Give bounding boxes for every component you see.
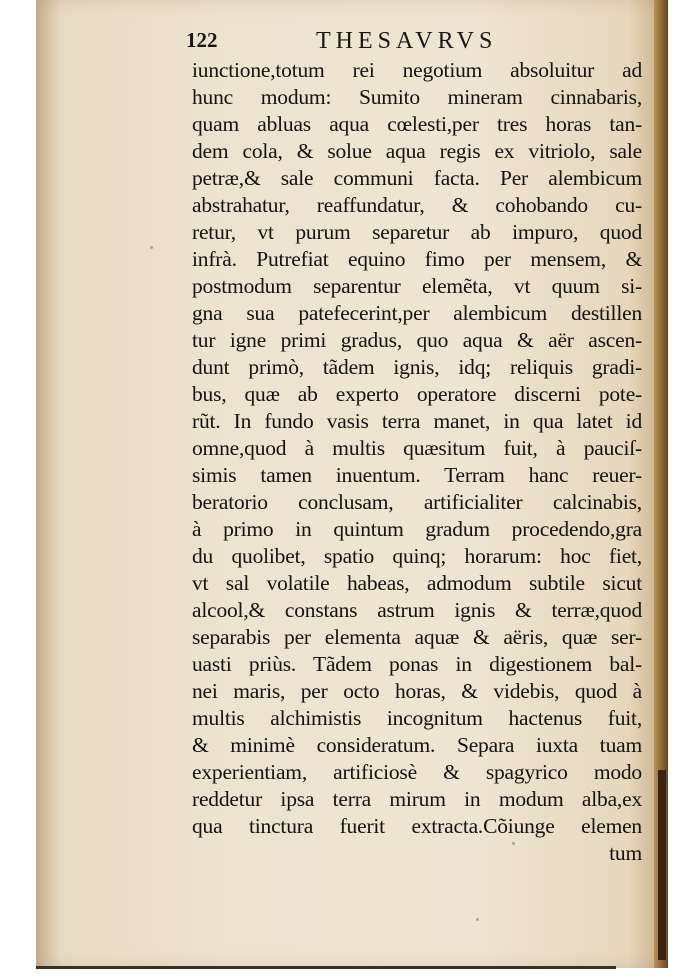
page-number: 122 <box>186 28 218 52</box>
leaf-bottom-edge <box>36 966 616 969</box>
paper-speck <box>476 918 479 921</box>
text-line: alcool,& constans astrum ignis & terræ,quod <box>192 598 642 622</box>
text-line: nei maris, per octo horas, & videbis, quod à <box>192 679 642 703</box>
text-line: qua tinctura fuerit extracta.Cõiunge elemen <box>192 814 642 838</box>
text-line: hunc modum: Sumito mineram cinnabaris, <box>192 85 642 109</box>
body-text <box>192 57 642 867</box>
text-line: omne,quod à multis quæsitum fuit, à pauciſ- <box>192 436 642 460</box>
page-fore-edge-shadow <box>658 770 666 960</box>
paper-speck <box>150 246 153 249</box>
text-line: infrà. Putrefiat equino fimo per mensem, & <box>192 247 642 271</box>
text-line: bus, quæ ab experto operatore discerni pote- <box>192 382 642 406</box>
text-line: beratorio conclusam, artificialiter calcinabis, <box>192 490 642 514</box>
text-line: quam abluas aqua cœlesti,per tres horas tan- <box>192 112 642 136</box>
text-line: postmodum separentur elemẽta, vt quum si- <box>192 274 642 298</box>
text-line: uasti priùs. Tãdem ponas in digestionem bal- <box>192 652 642 676</box>
text-line: separabis per elementa aquæ & aëris, quæ ser- <box>192 625 642 649</box>
text-line: & minimè consideratum. Separa iuxta tuam <box>192 733 642 757</box>
text-line: retur, vt purum separetur ab impuro, quod <box>192 220 642 244</box>
text-line: experientiam, artificiosè & spagyrico modo <box>192 760 642 784</box>
text-line: rũt. In fundo vasis terra manet, in qua latet id <box>192 409 642 433</box>
text-line: tur igne primi gradus, quo aqua & aër ascen- <box>192 328 642 352</box>
scan-margin <box>0 0 36 976</box>
running-title: THESAVRVS <box>316 28 498 54</box>
text-line: simis tamen inuentum. Terram hanc reuer- <box>192 463 642 487</box>
text-line: dem cola, & solue aqua regis ex vitriolo, sale <box>192 139 642 163</box>
text-line: petræ,& sale communi facta. Per alembicum <box>192 166 642 190</box>
text-line: iunctione,totum rei negotium absoluitur ad <box>192 58 642 82</box>
text-line: du quolibet, spatio quinq; horarum: hoc fiet, <box>192 544 642 568</box>
catchword: tum <box>609 841 642 865</box>
text-line: abstrahatur, reaffundatur, & cohobando cu- <box>192 193 642 217</box>
text-line: reddetur ipsa terra mirum in modum alba,ex <box>192 787 642 811</box>
text-line: gna sua patefecerint,per alembicum destillen <box>192 301 642 325</box>
text-line: multis alchimistis incognitum hactenus fuit, <box>192 706 642 730</box>
text-line: vt sal volatile habeas, admodum subtile sicut <box>192 571 642 595</box>
text-line: dunt primò, tãdem ignis, idq; reliquis gradi- <box>192 355 642 379</box>
text-line: à primo in quintum gradum procedendo,gra <box>192 517 642 541</box>
